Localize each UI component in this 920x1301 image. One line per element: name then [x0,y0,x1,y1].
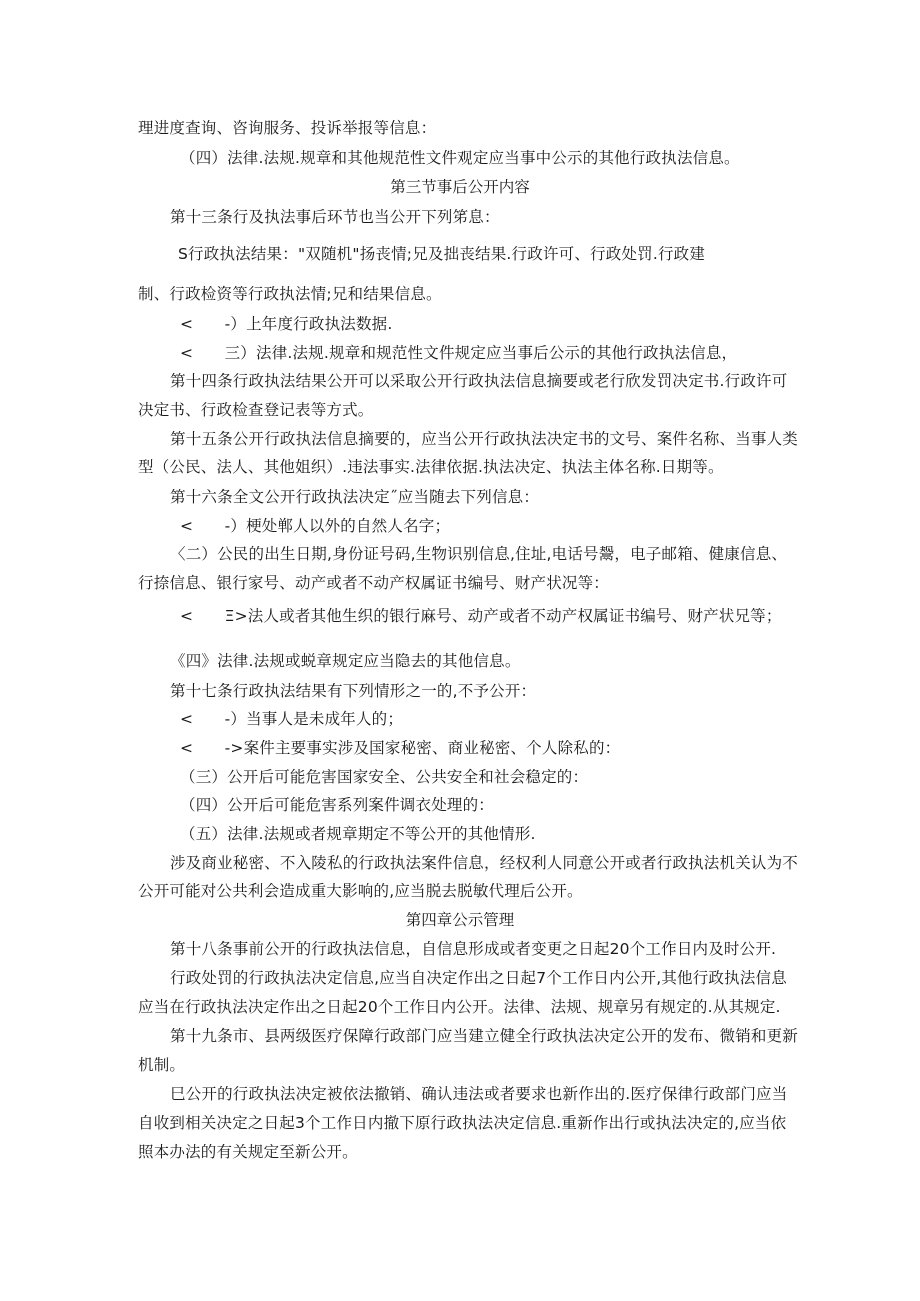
text-line: （五）法律.法规或者规章期定不等公开的其他情形. [180,825,536,843]
text-line: 第十八条事前公开的行政执法信息，自信息形成或者变更之日起20个工作日内及时公开. [170,940,777,958]
chapter-heading: 第四章公示管理 [405,911,515,929]
text-line: 行政处罚的行政执法决定信息,应当自决定作出之日起7个工作日内公开,其他行政执法信息 [170,969,787,987]
text-line: 决定书、行政检查登记表等方式。 [138,401,374,419]
section-heading: 第三节事后公开内容 [390,178,530,196]
text-line: < 三）法律.法规.规章和规范性文件规定应当事后公示的其他行政执法信息， [180,344,738,362]
text-line: S行政执法结果："双随机"扬丧情;兄及拙丧结果.行政许可、行政处罚.行政建 [178,245,706,263]
text-line: 《四》法律.法规或蜕章规定应当隐去的其他信息。 [170,652,521,670]
text-line: 第十五条公开行政执法信息摘要的，应当公开行政执法决定书的文号、案件名称、当事人类 [170,430,799,448]
text-line: 第十四条行政执法结果公开可以采取公开行政执法信息摘要或老行欣发罚决定书.行政许可 [170,372,788,390]
text-line: 型（公民、法人、其他姐织）.违法事实.法律依据.执法决定、执法主体名称.日期等。 [138,458,724,476]
text-line: 理进度查询、咨询服务、投诉举报等信息： [138,119,437,137]
text-line: 行捺信息、银行家号、动产或者不动产权属证书编号、财产状况等： [138,574,610,592]
text-line: < ->案件主要事实涉及国家秘密、商业秘密、个人除私的： [180,739,621,757]
text-line: < Ξ>法人或者其他生织的银行麻号、动产或者不动产权属证书编号、财产状兄等； [180,607,782,625]
text-line: 第十九条市、县两级医疗保障行政部门应当建立健全行政执法决定公开的发布、微销和更新 [170,1027,799,1045]
text-line: 机制。 [138,1056,186,1074]
text-line: （四）公开后可能危害系列案件调衣处理的： [180,796,495,814]
text-line: 涉及商业秘密、不入陵私的行政执法案件信息，经权利人同意公开或者行政执法机关认为不 [170,854,799,872]
text-line: < -）梗处郸人以外的自然人名字； [180,517,451,535]
text-line: 〈二）公民的出生日期,身份证号码,生物识别信息,住址,电话号鬶，电子邮箱、健康信息、 [170,545,788,563]
text-line: 公开可能对公共利会造成重大影响的,应当脱去脱敏代理后公开。 [138,882,583,900]
text-line: （四）法律.法规.规章和其他规范性文件观定应当事中公示的其他行政执法信息。 [180,149,740,167]
text-line: 应当在行政执法决定作出之日起20个工作日内公开。法律、法规、规章另有规定的.从其规定. [138,998,781,1016]
text-line: 第十三条行及执法事后环节也当公开下列笫息： [170,208,500,226]
text-line: 第十六条全文公开行政执法决定˝应当随去下列信息： [170,488,540,506]
text-line: < -）上年度行政执法数据. [180,315,393,333]
text-line: 巳公开的行政执法决定被依法撤销、确认违法或者要求也新作出的.医疗保律行政部门应当 [170,1085,788,1103]
text-line: < -）当事人是未成年人的； [180,710,404,728]
text-line: 第十七条行政执法结果有下列情形之一的,不予公开： [170,682,537,700]
text-line: （三）公开后可能危害国家安全、公共安全和社会稳定的： [180,768,589,786]
text-line: 照本办法的有关规定至新公开。 [138,1143,358,1161]
text-line: 自收到相关决定之日起3个工作日内撤下原行政执法决定信息.重新作出行或执法决定的,应当依 [138,1114,787,1132]
text-line: 制、行政检资等行政执法情;兄和结果信息。 [138,285,442,303]
